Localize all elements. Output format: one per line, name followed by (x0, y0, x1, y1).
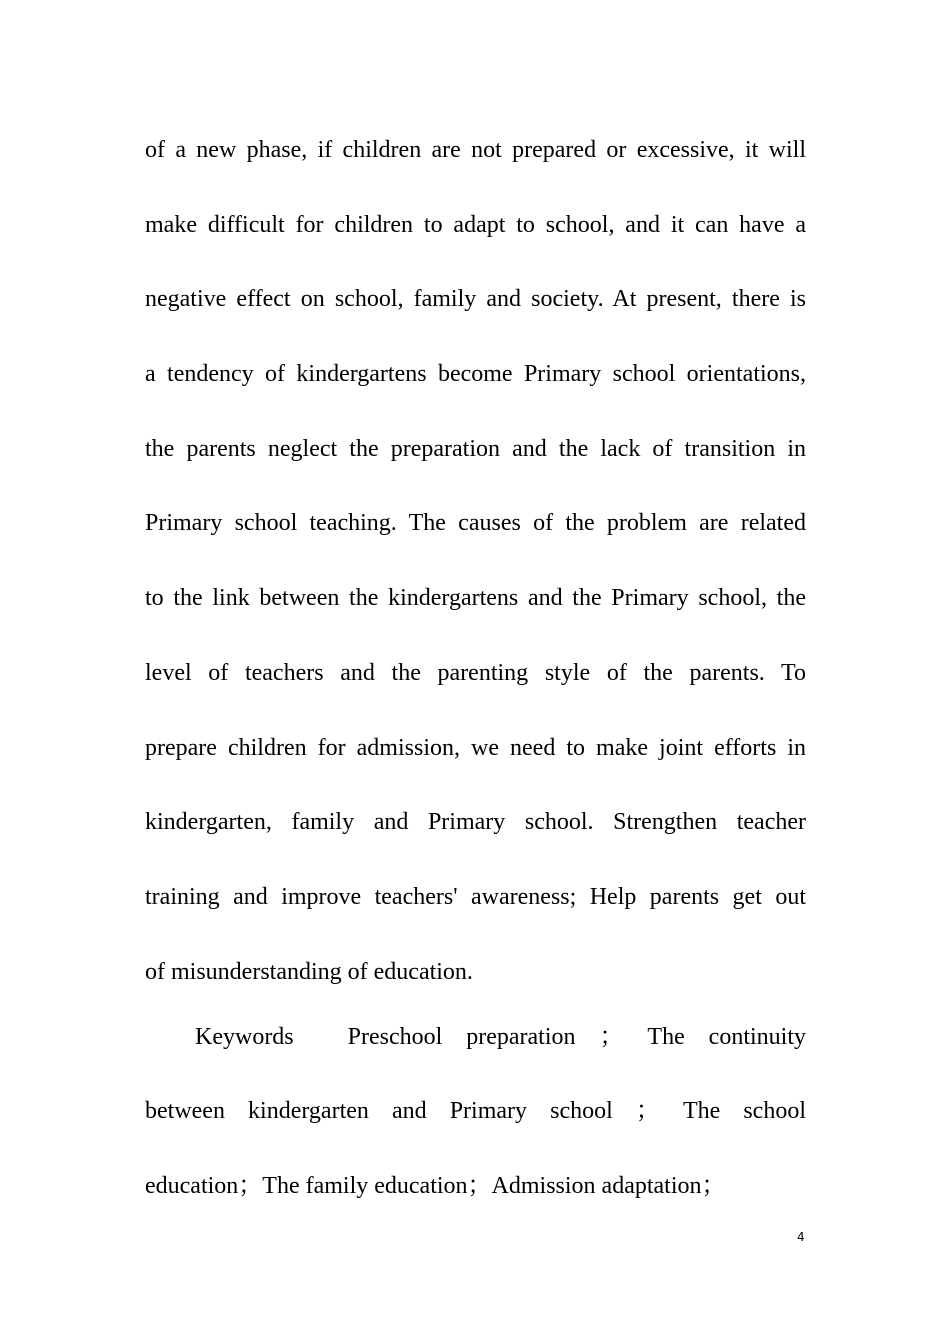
abstract-body (145, 128, 806, 1239)
abstract-line: Primary school teaching. The causes of the problem are related (145, 510, 806, 537)
abstract-line: make difficult for children to adapt to school, and it can have a (145, 211, 806, 238)
abstract-line: to the link between the kindergartens and the Primary school, the (145, 585, 806, 612)
page-number: 4 (797, 1230, 805, 1244)
keyword-word: The (647, 1023, 685, 1050)
abstract-line: prepare children for admission, we need to make joint efforts in (145, 734, 806, 761)
keyword-word: school (743, 1098, 806, 1125)
keyword-word: Preschool (347, 1023, 443, 1050)
abstract-line: of misunderstanding of education. (145, 958, 473, 985)
abstract-line: kindergarten, family and Primary school. Strengthen teacher (145, 809, 806, 836)
keywords-line-2 (145, 1089, 806, 1164)
keyword-word: Primary (449, 1098, 528, 1125)
abstract-line: level of teachers and the parenting style of the parents. To (145, 659, 806, 686)
keyword-separator: ； (599, 1023, 624, 1050)
abstract-line: the parents neglect the preparation and the lack of transition in (145, 435, 806, 462)
abstract-line: a tendency of kindergartens become Primary school orientations, (145, 361, 806, 388)
keywords-line-3-text: education；The family education；Admission adaptation； (145, 1172, 726, 1199)
abstract-line: negative effect on school, family and society. At present, there is (145, 286, 806, 313)
abstract-line: of a new phase, if children are not prepared or excessive, it will (145, 137, 806, 163)
keyword-word: The (682, 1098, 721, 1125)
keyword-word: between (145, 1098, 225, 1125)
keyword-word: kindergarten (248, 1098, 369, 1125)
keyword-word: continuity (708, 1023, 806, 1050)
keywords-label: Keywords (195, 1023, 294, 1050)
keywords-section (145, 1015, 806, 1239)
abstract-line: training and improve teachers' awareness; Help parents get out (145, 883, 806, 910)
keyword-word: and (391, 1098, 427, 1125)
keywords-line-1 (145, 1015, 806, 1090)
keywords-line-3 (145, 1164, 806, 1239)
keyword-word: school (550, 1098, 613, 1125)
keyword-word: preparation (466, 1023, 576, 1050)
keyword-separator: ； (635, 1098, 660, 1125)
